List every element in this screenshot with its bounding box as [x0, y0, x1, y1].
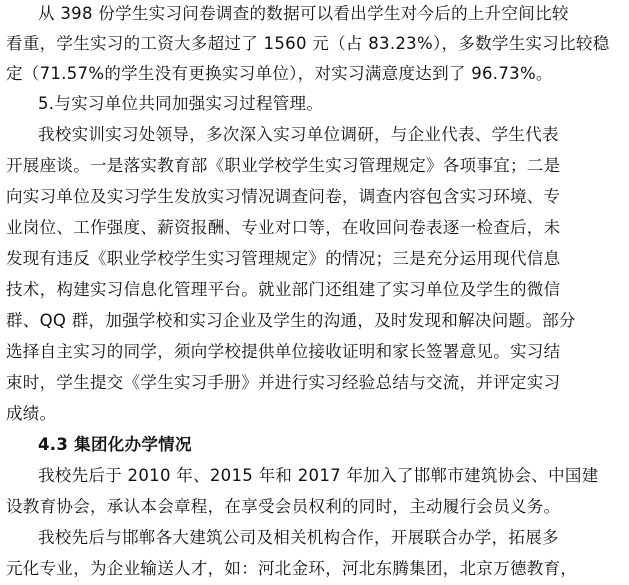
paragraph-line: 设教育协会，承认本会章程，在享受会员权利的同时，主动履行会员义务。 — [6, 497, 561, 516]
paragraph-line: 技术，构建实习信息化管理平台。就业部门还组建了实习单位及学生的微信 — [6, 280, 561, 299]
paragraph-line: 看重，学生实习的工资大多超过了 1560 元（占 83.23%），多数学生实习比较稳 — [6, 34, 610, 53]
paragraph-line: 我校实训实习处领导，多次深入实习单位调研，与企业代表、学生代表 — [38, 125, 559, 144]
paragraph-line: 从 398 份学生实习问卷调查的数据可以看出学生对今后的上升空间比较 — [38, 4, 569, 23]
paragraph-line: 我校先后于 2010 年、2015 年和 2017 年加入了邯郸市建筑协会、中国建 — [38, 466, 599, 485]
paragraph-line: 选择自主实习的同学，须向学校提供单位接收证明和家长签署意见。实习结 — [6, 342, 561, 361]
paragraph-line: 成绩。 — [6, 404, 57, 423]
section-heading: 4.3 集团化办学情况 — [38, 435, 192, 454]
paragraph-line: 我校先后与邯郸各大建筑公司及相关机构合作，开展联合办学，拓展多 — [38, 528, 559, 547]
paragraph-line: 元化专业，为企业输送人才，如：河北金环，河北东腾集团，北京万德教育， — [6, 559, 578, 578]
paragraph-line: 向实习单位及实习学生发放实习情况调查问卷，调查内容包含实习环境、专 — [6, 187, 561, 206]
paragraph-line: 定（71.57%的学生没有更换实习单位），对实习满意度达到了 96.73%。 — [6, 64, 553, 83]
paragraph-line: 群、QQ 群，加强学校和实习企业及学生的沟通，及时发现和解决问题。部分 — [6, 311, 576, 330]
paragraph-line: 束时，学生提交《学生实习手册》并进行实习经验总结与交流，并评定实习 — [6, 373, 561, 392]
section-item-5: 5.与实习单位共同加强实习过程管理。 — [38, 94, 324, 113]
paragraph-line: 业岗位、工作强度、薪资报酬、专业对口等，在收回问卷表逐一检查后，未 — [6, 218, 561, 237]
paragraph-line: 发现有违反《职业学校学生实习管理规定》的情况；三是充分运用现代信息 — [6, 249, 561, 268]
paragraph-line: 开展座谈。一是落实教育部《职业学校学生实习管理规定》各项事宜；二是 — [6, 156, 561, 175]
